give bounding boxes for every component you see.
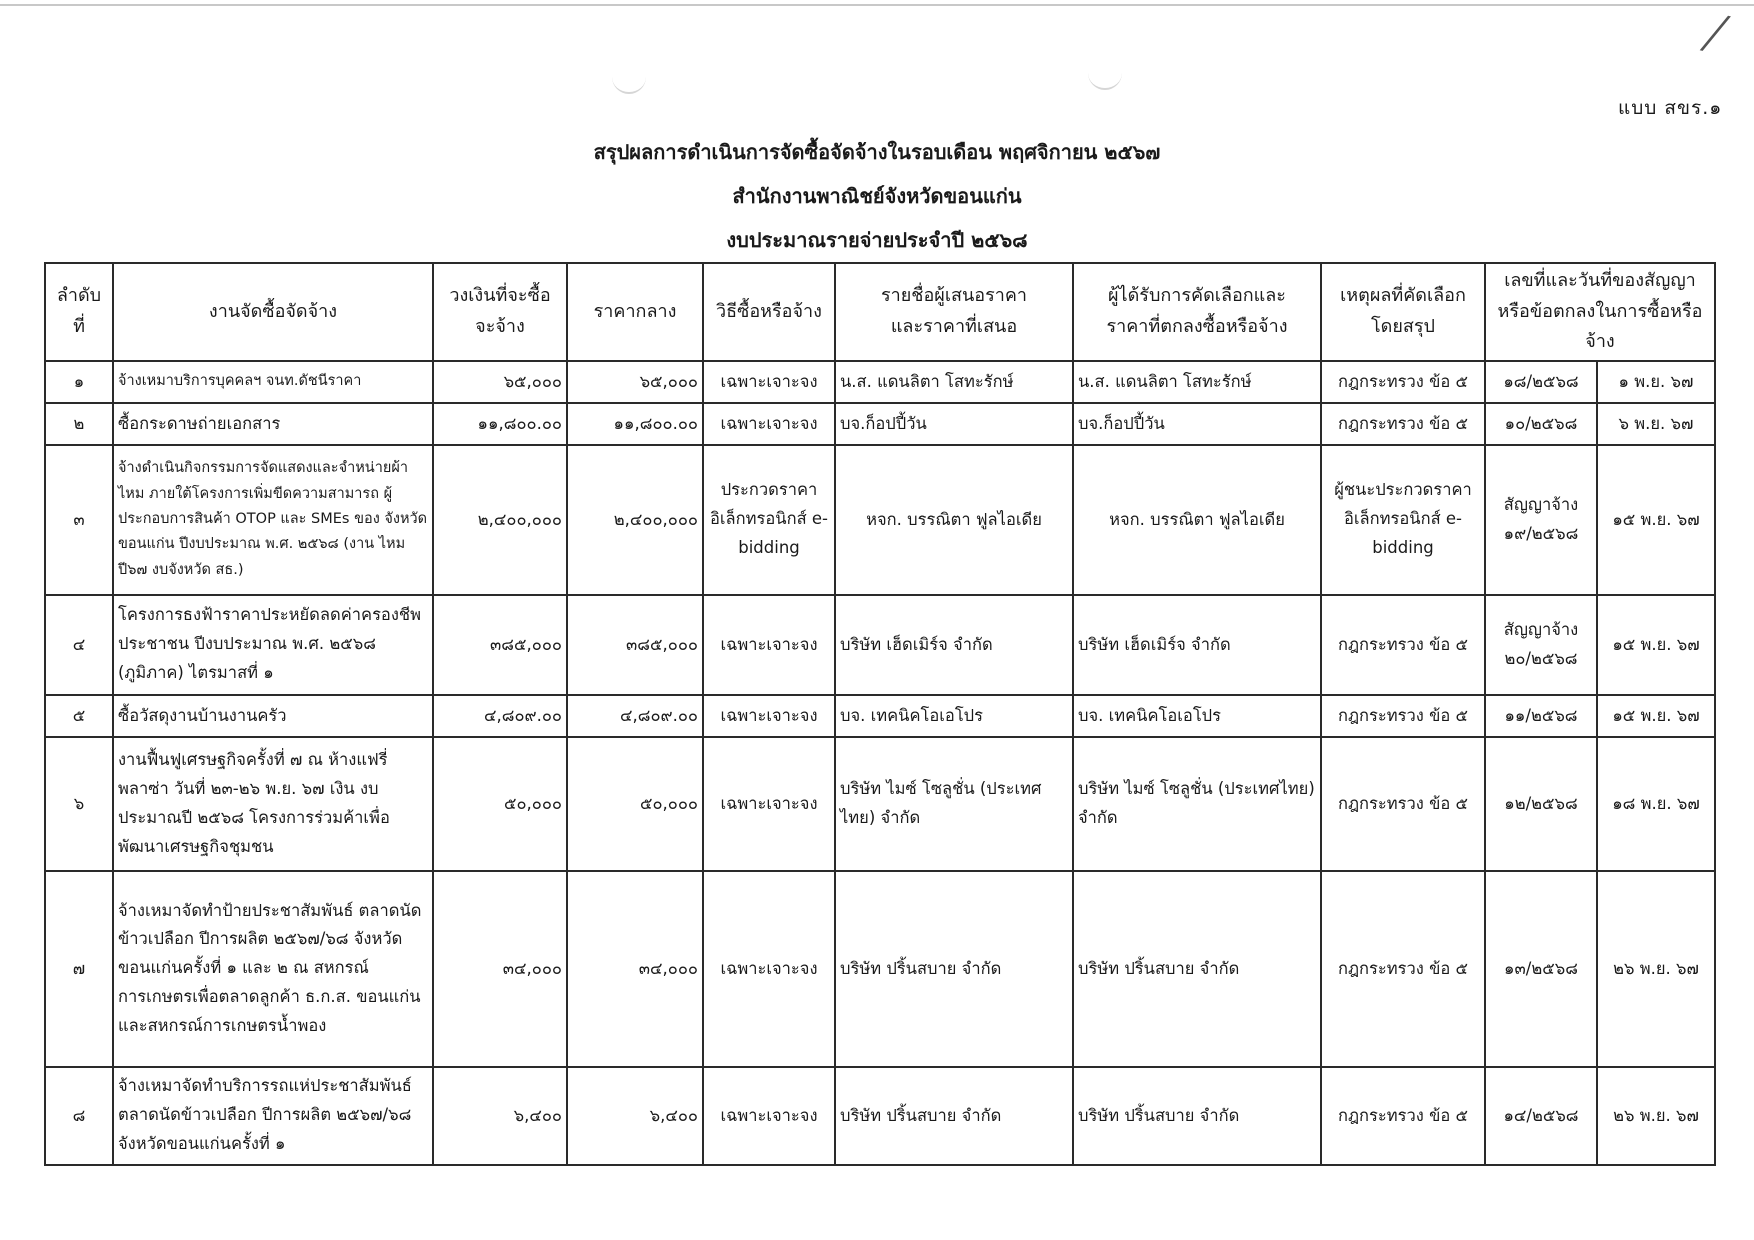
scan-top-edge xyxy=(0,4,1754,6)
row-no: ๒ xyxy=(45,403,113,445)
row-median: ๑๑,๘๐๐.๐๐ xyxy=(567,403,703,445)
col-header-budget-l1: วงเงินที่จะซื้อ xyxy=(449,285,551,307)
col-header-contract-l1: เลขที่และวันที่ของสัญญา xyxy=(1504,270,1696,291)
col-header-method: วิธีซื้อหรือจ้าง xyxy=(703,263,835,361)
col-header-winner-l1: ผู้ได้รับการคัดเลือกและ xyxy=(1108,285,1286,307)
row-work: ซื้อกระดาษถ่ายเอกสาร xyxy=(113,403,433,445)
table-row xyxy=(45,445,1715,595)
row-bidder: บจ.ก็อปปี้วัน xyxy=(835,403,1073,445)
col-header-contract xyxy=(1485,263,1715,361)
col-header-work: งานจัดซื้อจัดจ้าง xyxy=(113,263,433,361)
row-contract-date: ๑๕ พ.ย. ๖๗ xyxy=(1597,695,1715,737)
col-header-budget-l2: จะจ้าง xyxy=(475,315,525,337)
row-contract-date: ๒๖ พ.ย. ๖๗ xyxy=(1597,871,1715,1067)
row-bidder: บริษัท ไมซ์ โซลูชั่น (ประเทศ ไทย) จำกัด xyxy=(835,737,1073,871)
row-reason: กฎกระทรวง ข้อ ๕ xyxy=(1321,595,1485,695)
col-header-bidders-l1: รายชื่อผู้เสนอราคา xyxy=(880,285,1028,307)
table-row xyxy=(45,403,1715,445)
row-bidder: บริษัท ปริ้นสบาย จำกัด xyxy=(835,871,1073,1067)
row-contract-no: ๑๑/๒๕๖๘ xyxy=(1485,695,1597,737)
row-contract-date: ๑ พ.ย. ๖๗ xyxy=(1597,361,1715,403)
check-mark-icon: ╱ xyxy=(1701,12,1730,56)
table-row xyxy=(45,737,1715,871)
row-budget: ๔,๘๐๙.๐๐ xyxy=(433,695,567,737)
row-bidder: บริษัท ปริ้นสบาย จำกัด xyxy=(835,1067,1073,1165)
row-budget: ๕๐,๐๐๐ xyxy=(433,737,567,871)
row-contract-no: ๑๘/๒๕๖๘ xyxy=(1485,361,1597,403)
table-header-row xyxy=(45,263,1715,361)
row-winner: บจ. เทคนิคโอเอโปร xyxy=(1073,695,1321,737)
table-row xyxy=(45,1067,1715,1165)
row-budget: ๑๑,๘๐๐.๐๐ xyxy=(433,403,567,445)
row-work: จ้างเหมาจัดทำบริการรถแห่ประชาสัมพันธ์ ตลาดนัดข้าวเปลือก ปีการผลิต ๒๕๖๗/๖๘ จังหวัดขอนแก่นครั้งที่ ๑ xyxy=(113,1067,433,1165)
row-method: เฉพาะเจาะจง xyxy=(703,871,835,1067)
row-contract-no: สัญญาจ้าง ๒๐/๒๕๖๘ xyxy=(1485,595,1597,695)
row-work: โครงการธงฟ้าราคาประหยัดลดค่าครองชีพ ประชาชน ปีงบประมาณ พ.ศ. ๒๕๖๘ (ภูมิภาค) ไตรมาสที่ ๑ xyxy=(113,595,433,695)
row-bidder: บจ. เทคนิคโอเอโปร xyxy=(835,695,1073,737)
row-median: ๒,๔๐๐,๐๐๐ xyxy=(567,445,703,595)
row-winner: บจ.ก็อปปี้วัน xyxy=(1073,403,1321,445)
row-reason: กฎกระทรวง ข้อ ๕ xyxy=(1321,871,1485,1067)
col-header-reason-l2: โดยสรุป xyxy=(1371,315,1435,337)
col-header-reason xyxy=(1321,263,1485,361)
row-contract-no: ๑๓/๒๕๖๘ xyxy=(1485,871,1597,1067)
row-no: ๘ xyxy=(45,1067,113,1165)
col-header-no-l2: ที่ xyxy=(73,315,85,337)
row-reason: กฎกระทรวง ข้อ ๕ xyxy=(1321,1067,1485,1165)
col-header-winner xyxy=(1073,263,1321,361)
row-reason: กฎกระทรวง ข้อ ๕ xyxy=(1321,403,1485,445)
table-row xyxy=(45,595,1715,695)
col-header-no-l1: ลำดับ xyxy=(56,285,102,307)
row-work: จ้างเหมาบริการบุคคลฯ จนท.ดัชนีราคา xyxy=(113,361,433,403)
row-no: ๑ xyxy=(45,361,113,403)
col-header-reason-l1: เหตุผลที่คัดเลือก xyxy=(1340,285,1466,307)
row-median: ๓๘๕,๐๐๐ xyxy=(567,595,703,695)
row-work: งานฟื้นฟูเศรษฐกิจครั้งที่ ๗ ณ ห้างแฟรี่ พลาซ่า วันที่ ๒๓-๒๖ พ.ย. ๖๗ เงิน งบประมาณปี ๒๕๖๘ โครงการร่วมค้าเพื่อ พัฒนาเศรษฐกิจชุมชน xyxy=(113,737,433,871)
report-title: สรุปผลการดำเนินการจัดซื้อจัดจ้างในรอบเดือน พฤศจิกายน ๒๕๖๗ xyxy=(593,140,1161,164)
row-median: ๕๐,๐๐๐ xyxy=(567,737,703,871)
row-winner: น.ส. แดนลิตา โสทะรักษ์ xyxy=(1073,361,1321,403)
row-method: เฉพาะเจาะจง xyxy=(703,595,835,695)
row-method: ประกวดราคา อิเล็กทรอนิกส์ e-bidding xyxy=(703,445,835,595)
row-median: ๖,๔๐๐ xyxy=(567,1067,703,1165)
table-row xyxy=(45,695,1715,737)
row-winner: บริษัท เฮ็ดเมิร์จ จำกัด xyxy=(1073,595,1321,695)
agency-name: สำนักงานพาณิชย์จังหวัดขอนแก่น xyxy=(732,184,1022,208)
row-method: เฉพาะเจาะจง xyxy=(703,737,835,871)
row-method: เฉพาะเจาะจง xyxy=(703,403,835,445)
punch-hole-mark-left xyxy=(612,70,646,94)
row-no: ๗ xyxy=(45,871,113,1067)
row-contract-date: ๑๘ พ.ย. ๖๗ xyxy=(1597,737,1715,871)
row-winner: บริษัท ปริ้นสบาย จำกัด xyxy=(1073,1067,1321,1165)
row-budget: ๖๕,๐๐๐ xyxy=(433,361,567,403)
row-contract-date: ๖ พ.ย. ๖๗ xyxy=(1597,403,1715,445)
row-median: ๖๕,๐๐๐ xyxy=(567,361,703,403)
row-method: เฉพาะเจาะจง xyxy=(703,695,835,737)
row-contract-no: ๑๔/๒๕๖๘ xyxy=(1485,1067,1597,1165)
row-contract-no: ๑๒/๒๕๖๘ xyxy=(1485,737,1597,871)
punch-hole-mark-right xyxy=(1088,66,1122,90)
row-bidder: หจก. บรรณิตา ฟูลไอเดีย xyxy=(835,445,1073,595)
row-budget: ๖,๔๐๐ xyxy=(433,1067,567,1165)
row-reason: กฎกระทรวง ข้อ ๕ xyxy=(1321,361,1485,403)
table-row xyxy=(45,871,1715,1067)
row-contract-date: ๒๖ พ.ย. ๖๗ xyxy=(1597,1067,1715,1165)
row-winner: บริษัท ปริ้นสบาย จำกัด xyxy=(1073,871,1321,1067)
row-contract-no: ๑๐/๒๕๖๘ xyxy=(1485,403,1597,445)
row-winner: บริษัท ไมซ์ โซลูชั่น (ประเทศไทย) จำกัด xyxy=(1073,737,1321,871)
row-work: ซื้อวัสดุงานบ้านงานครัว xyxy=(113,695,433,737)
row-budget: ๒,๔๐๐,๐๐๐ xyxy=(433,445,567,595)
table-row xyxy=(45,361,1715,403)
col-header-budget xyxy=(433,263,567,361)
row-reason: กฎกระทรวง ข้อ ๕ xyxy=(1321,695,1485,737)
row-budget: ๓๔,๐๐๐ xyxy=(433,871,567,1067)
row-contract-date: ๑๕ พ.ย. ๖๗ xyxy=(1597,445,1715,595)
row-reason: กฎกระทรวง ข้อ ๕ xyxy=(1321,737,1485,871)
row-budget: ๓๘๕,๐๐๐ xyxy=(433,595,567,695)
row-median: ๔,๘๐๙.๐๐ xyxy=(567,695,703,737)
row-work: จ้างดำเนินกิจกรรมการจัดแสดงและจำหน่ายผ้าไหม ภายใต้โครงการเพิ่มขีดความสามารถ ผู้ประกอบการสินค้า OTOP และ SMEs ของ จังหวัดขอนแก่น ปีงบประมาณ พ.ศ. ๒๕๖๘ (งาน ไหม ปี๖๗ งบจังหวัด สธ.) xyxy=(113,445,433,595)
col-header-contract-l2: หรือข้อตกลงในการซื้อหรือจ้าง xyxy=(1497,300,1703,353)
col-header-winner-l2: ราคาที่ตกลงซื้อหรือจ้าง xyxy=(1106,315,1288,337)
row-contract-date: ๑๕ พ.ย. ๖๗ xyxy=(1597,595,1715,695)
row-bidder: น.ส. แดนลิตา โสทะรักษ์ xyxy=(835,361,1073,403)
row-work: จ้างเหมาจัดทำป้ายประชาสัมพันธ์ ตลาดนัด ข้าวเปลือก ปีการผลิต ๒๕๖๗/๖๘ จังหวัด ขอนแก่นครั้งที่ ๑ และ ๒ ณ สหกรณ์ การเกษตรเพื่อตลาดลูกค้า ธ.ก.ส. ขอนแก่น และสหกรณ์การเกษตรน้ำพอง xyxy=(113,871,433,1067)
row-no: ๓ xyxy=(45,445,113,595)
row-no: ๖ xyxy=(45,737,113,871)
form-code: แบบ สขร.๑ xyxy=(1618,97,1723,119)
col-header-bidders-l2: และราคาที่เสนอ xyxy=(890,315,1018,337)
row-contract-no: สัญญาจ้าง ๑๙/๒๕๖๘ xyxy=(1485,445,1597,595)
col-header-bidders xyxy=(835,263,1073,361)
row-reason: ผู้ชนะประกวดราคา อิเล็กทรอนิกส์ e-bidding xyxy=(1321,445,1485,595)
row-median: ๓๔,๐๐๐ xyxy=(567,871,703,1067)
row-no: ๕ xyxy=(45,695,113,737)
row-method: เฉพาะเจาะจง xyxy=(703,361,835,403)
row-method: เฉพาะเจาะจง xyxy=(703,1067,835,1165)
col-header-no xyxy=(45,263,113,361)
row-bidder: บริษัท เฮ็ดเมิร์จ จำกัด xyxy=(835,595,1073,695)
row-no: ๔ xyxy=(45,595,113,695)
col-header-median: ราคากลาง xyxy=(567,263,703,361)
budget-year: งบประมาณรายจ่ายประจำปี ๒๕๖๘ xyxy=(726,228,1028,252)
procurement-table xyxy=(44,262,1716,1166)
row-winner: หจก. บรรณิตา ฟูลไอเดีย xyxy=(1073,445,1321,595)
